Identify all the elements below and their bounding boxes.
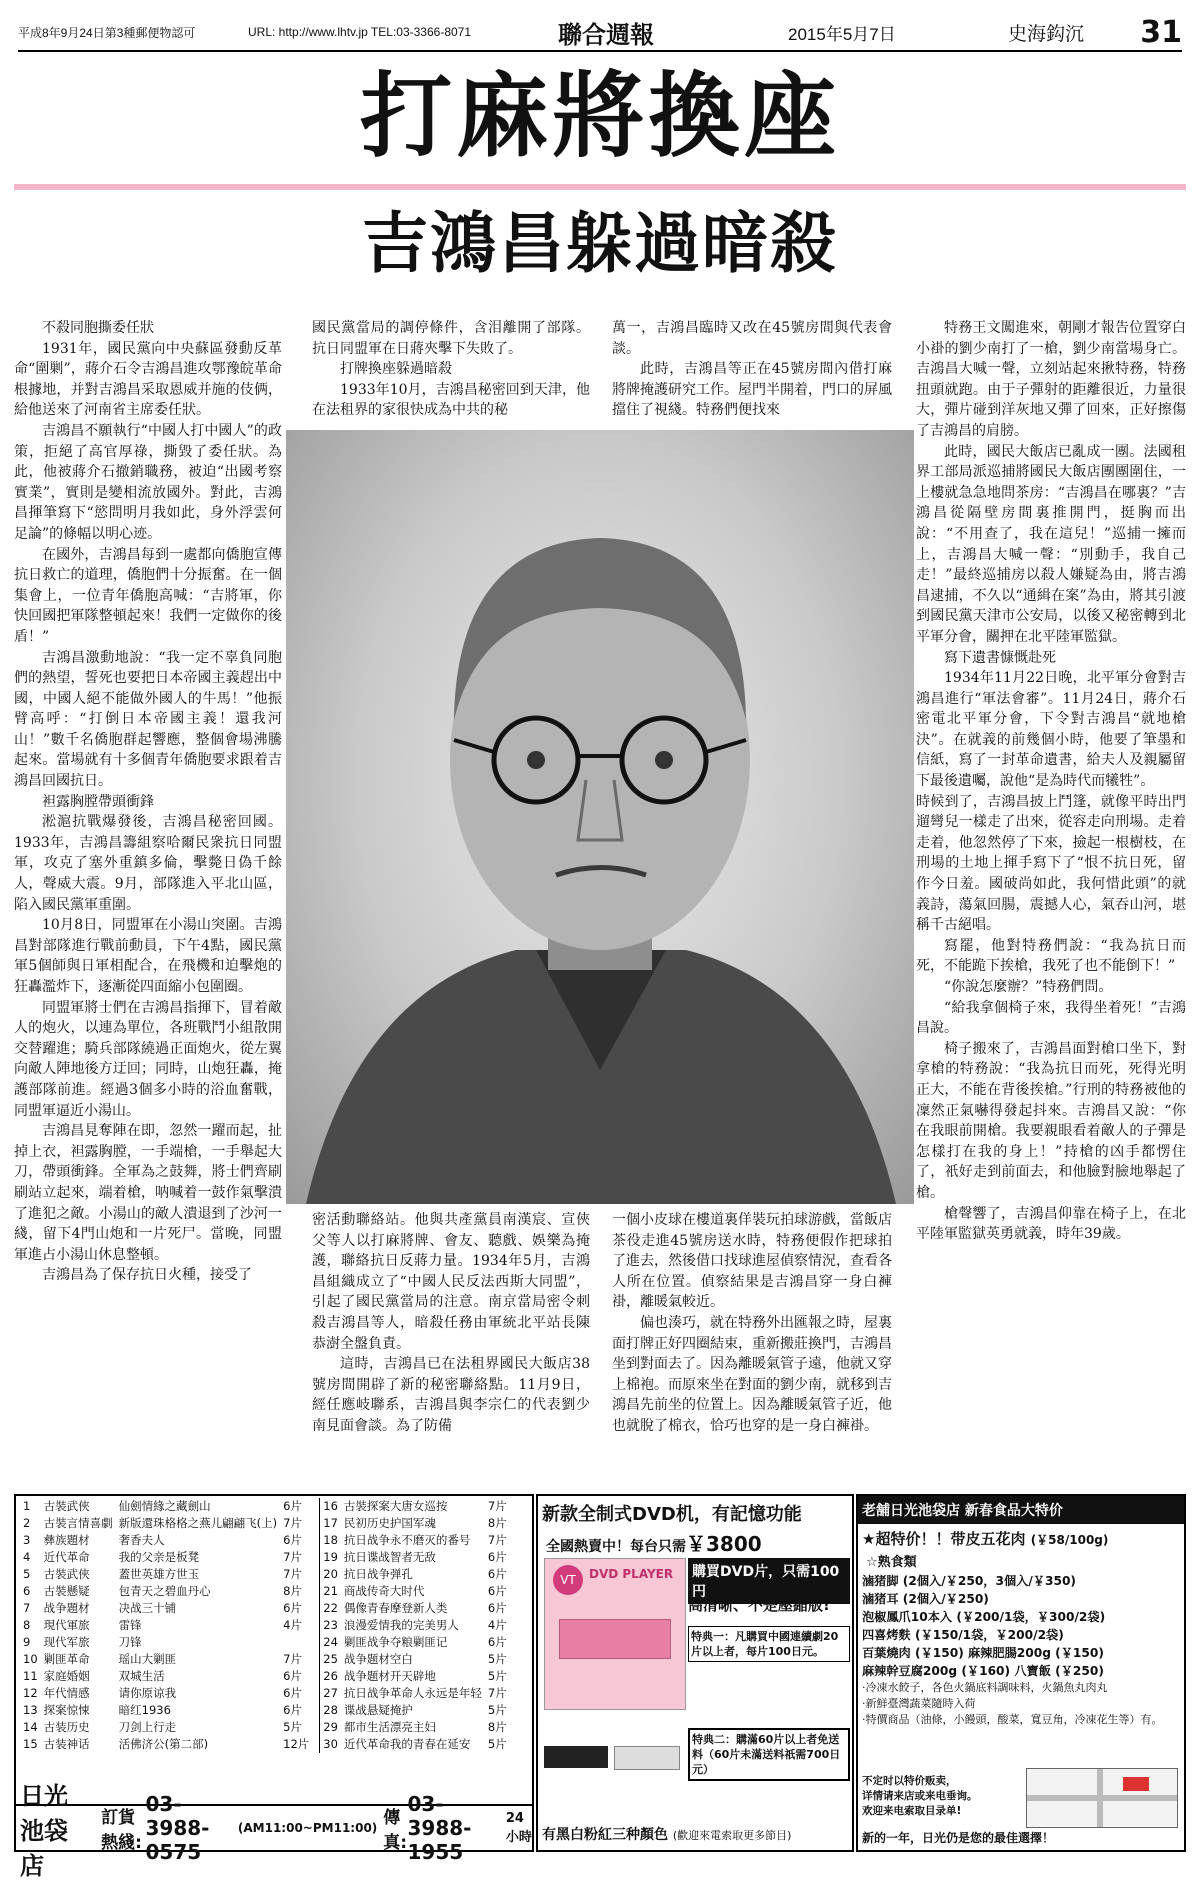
food-item: 滷猪脚 (2個入/￥250，3個入/￥350)	[862, 1574, 1077, 1588]
dvd-cell: 13	[23, 1703, 38, 1717]
food-item: 百葉燒肉 (￥150) 麻辣肥腸200g (￥150)	[862, 1646, 1104, 1660]
dvd-cell: 6片	[487, 1550, 507, 1564]
hotline-hours: (AM11:00~PM11:00)	[237, 1821, 378, 1835]
dvd-cell: 近代革命我的青春在延安	[343, 1737, 471, 1751]
dvd-cell: 1	[23, 1499, 31, 1513]
dvd-cell: 刀锋	[118, 1635, 142, 1649]
section-subheading: 寫下遺書慷慨赴死	[944, 649, 1056, 666]
dvd-cell: 探案惊悚	[43, 1703, 90, 1717]
dvd-quality-text: 高清晰、不是壓縮版!	[688, 1596, 830, 1614]
article-column-1	[14, 318, 282, 1286]
article-paragraph: 密活動聯絡站。他與共產黨員南漢宸、宣俠父等人以打麻將牌、會友、聽戲、娛樂為掩護，聯絡抗日反蔣力量。1934年5月，吉鴻昌組織成立了“中國人民反法西斯大同盟”，引起了國民黨當局的注意。南京當局密令刺殺吉鴻昌等人，暗殺任務由軍統北平站長陳恭澍全盤負責。	[312, 1212, 590, 1352]
article-paragraph: 寫罷，他對特務們說：“我為抗日而死，不能跪下挨槍，我死了也不能倒下！”	[916, 937, 1186, 975]
main-headline: 打麻將換座	[359, 63, 840, 170]
dvd-cell: 6片	[283, 1533, 302, 1547]
contact-url: URL: http://www.lhtv.jp TEL:03-3366-8071	[248, 25, 472, 39]
section-subheading: 打牌換座躲過暗殺	[340, 361, 452, 378]
dvd-title-table	[20, 1498, 510, 1753]
fax-hours: 24小時	[505, 1811, 532, 1845]
dvd-row	[20, 1651, 510, 1668]
food-note: ·新鮮臺灣蔬菜隨時入荷	[862, 1697, 976, 1710]
dvd-cell: 17	[320, 1515, 341, 1532]
dvd-cell: 现代军旅	[43, 1635, 90, 1649]
dvd-offer-one: 特典一：凡購買中國連續劇20片以上者，每片100日元。	[688, 1626, 850, 1662]
hotline-number: 03-3988-0575	[145, 1792, 210, 1864]
dvd-colors-note: (歡迎來電索取更多節目)	[672, 1829, 792, 1842]
dvd-cell: 14	[23, 1720, 38, 1734]
dvd-cell: 包青天之碧血丹心	[118, 1584, 211, 1598]
food-item: 四喜烤麩 (￥150/1袋，￥200/2袋)	[862, 1628, 1064, 1642]
article-paragraph: 吉鴻昌為了保存抗日火種，接受了	[42, 1267, 252, 1284]
store-contact-bar	[16, 1781, 532, 1880]
article-paragraph: 槍聲響了，吉鴻昌仰靠在椅子上，在北平陸軍監獄英勇就義，時年39歲。	[916, 1205, 1186, 1243]
dvd-cell: 近代革命	[43, 1550, 90, 1564]
dvd-cell: 5片	[283, 1720, 302, 1734]
article-paragraph: 1934年11月22日晚，北平軍分會對吉鴻昌進行“軍法會審”。11月24日，蔣介石密電北平軍分會，下令對吉鴻昌“就地槍決”。在就義的前幾個小時，他要了筆墨和信紙，寫了一封革命遺書，給夫人及親屬留下最後遺囑，說他“是為時代而犧牲”。	[916, 670, 1186, 790]
food-note: 不定时以特价贩卖，	[862, 1775, 957, 1787]
food-note: 欢迎来电索取目录单!	[862, 1805, 962, 1817]
dvd-row	[20, 1634, 510, 1651]
article-paragraph: 偏也湊巧，就在特務外出匯報之時，屋裏面打牌正好四圈結束，重新搬莊換門，吉鴻昌坐到對面去了。因為離暖氣管子遠，他就又穿上棉袍。而原來坐在對面的劉少南，就移到吉鴻昌先前坐的位置上。因為離暖氣管子近，他也就脫了棉衣，恰巧也穿的是一身白褲褂。	[612, 1314, 892, 1434]
dvd-cell: 6片	[283, 1601, 302, 1615]
dvd-cell: 家庭婚姻	[43, 1669, 90, 1683]
dvd-cell: 剿匪革命	[43, 1652, 90, 1666]
dvd-cell: 7片	[487, 1686, 507, 1700]
article-paragraph: 萬一，吉鴻昌臨時又改在45號房間與代表會談。	[612, 320, 892, 357]
dvd-cell: 剿匪战争夺粮剿匪记	[343, 1635, 448, 1649]
dvd-cell: 30	[320, 1736, 341, 1753]
article-column-4	[916, 318, 1186, 1245]
article-paragraph: 1931年，國民黨向中央蘇區發動反革命“圍剿”，蔣介石令吉鴻昌進攻鄂豫皖革命根據地，并對吉鴻昌采取恩威并施的伎俩，給他送來了河南省主席委任狀。	[14, 340, 282, 419]
dvd-cell: 6片	[487, 1567, 507, 1581]
article-paragraph: 一個小皮球在樓道裏佯裝玩拍球游戲，當飯店茶役走進45號房送水時，特務便假作把球拍了進去，然後借口找球進屋偵察情況，查看各人所在位置。偵察結果是吉鴻昌穿一身白褲褂，離暖氣較近。	[612, 1212, 892, 1311]
article-paragraph: 淞滬抗戰爆發後，吉鴻昌秘密回國。1933年，吉鴻昌籌組察哈爾民衆抗日同盟軍，攻克了塞外重鎮多倫，擊斃日偽千餘人，聲威大震。9月，部隊進入平北山區，陷入國民黨軍重圍。	[14, 814, 282, 913]
dvd-cell: 暗红1936	[118, 1703, 171, 1717]
page-number: 31	[1140, 14, 1182, 50]
dvd-cell: 商战传奇大时代	[343, 1584, 425, 1598]
hotline-label: 訂貨熱綫:	[101, 1808, 142, 1853]
issue-date: 2015年5月7日	[788, 24, 896, 44]
dvd-cell: 26	[320, 1668, 341, 1685]
dvd-cell: 6片	[487, 1635, 507, 1649]
dvd-cell: 古裝武俠	[43, 1567, 90, 1581]
portrait-photo	[286, 430, 914, 1204]
dvd-cell: 6片	[487, 1601, 507, 1615]
dvd-cell: 6片	[283, 1686, 302, 1700]
dvd-cell: 6片	[283, 1499, 302, 1513]
dvd-cell: 请你原谅我	[118, 1686, 177, 1700]
divider-bar	[14, 184, 1186, 190]
special-offer: ★超特价！！带皮五花肉	[862, 1530, 1026, 1548]
dvd-cell: 24	[320, 1634, 341, 1651]
dvd-cell: 10	[23, 1652, 38, 1666]
dvd-cell: 3	[23, 1533, 31, 1547]
dvd-cell: 刀剑上行走	[118, 1720, 177, 1734]
dvd-player-advertisement	[536, 1494, 854, 1852]
dvd-cell: 7片	[283, 1516, 302, 1530]
dvd-cell: 7片	[283, 1550, 302, 1564]
dvd-cell: 29	[320, 1719, 341, 1736]
dvd-row	[20, 1566, 510, 1583]
dvd-cell: 新版還珠格格之燕儿翩翩飞(上)	[118, 1516, 278, 1530]
food-note: 详情请来店或来电垂询。	[862, 1790, 978, 1802]
dvd-cell: 23	[320, 1617, 341, 1634]
article-paragraph: 此時，吉鴻昌等正在45號房間內借打麻將牌掩護研究工作。屋門半開着，門口的屏風擋住了視綫。特務們便找來	[612, 361, 892, 419]
dvd-cell: 6片	[283, 1669, 302, 1683]
dvd-cell: 5片	[487, 1737, 507, 1751]
dvd-cell: 22	[320, 1600, 341, 1617]
section-name: 史海鈎沉	[1008, 22, 1085, 45]
dvd-cell: 21	[320, 1583, 341, 1600]
dvd-cell: 古装神话	[43, 1737, 90, 1751]
dvd-cell: 仙劍情緣之藏劍山	[118, 1499, 211, 1513]
store-name: 日光池袋店	[20, 1781, 68, 1880]
special-offer-line	[858, 1524, 1184, 1549]
dvd-cell: 8片	[487, 1720, 507, 1734]
dvd-cell: 偶像青春摩登新人类	[343, 1601, 448, 1615]
dvd-cell: 活佛济公(第二部)	[118, 1737, 209, 1751]
special-price: (￥58/100g)	[1030, 1533, 1109, 1547]
dvd-cell: 19	[320, 1549, 341, 1566]
dvd-cell: 古裝言情喜劇	[43, 1516, 113, 1530]
dvd-cell: 6片	[283, 1703, 302, 1717]
dvd-cell: 5片	[487, 1703, 507, 1717]
dvd-cell: 現代軍旅	[43, 1618, 90, 1632]
dvd-cell: 抗日战争革命人永远是年轻	[343, 1686, 482, 1700]
dvd-cell: 抗日谍战智者无敌	[343, 1550, 436, 1564]
dvd-cell: 彝族題材	[43, 1533, 90, 1547]
dvd-cell: 7片	[283, 1567, 302, 1581]
dvd-cell: 7片	[487, 1533, 507, 1547]
dvd-cell: 16	[320, 1498, 341, 1515]
dvd-cell: 4	[23, 1550, 31, 1564]
article-paragraph: 1933年10月，吉鴻昌秘密回到天津，他在法租界的家很快成為中共的秘	[312, 381, 590, 419]
fax-number: 03-3988-1955	[407, 1792, 472, 1864]
dvd-offer-two: 特典二：購滿60片以上者免送料（60片未滿送料祇需700日元）	[688, 1728, 850, 1781]
dvd-cell: 谍战悬疑掩护	[343, 1703, 413, 1717]
dvd-cell: 双城生活	[118, 1669, 165, 1683]
food-sale-advertisement	[856, 1494, 1186, 1852]
dvd-cell: 抗日战争永不磨灭的番号	[343, 1533, 471, 1547]
dvd-row	[20, 1515, 510, 1532]
product-label: DVD PLAYER	[589, 1567, 674, 1581]
dvd-cell: 25	[320, 1651, 341, 1668]
food-item-list	[858, 1572, 1184, 1680]
section-subheading: 袒露胸膛帶頭衝鋒	[42, 793, 154, 810]
dvd-cell: 4片	[283, 1618, 302, 1632]
dvd-cell: 古装历史	[43, 1720, 90, 1734]
dvd-cell: 8片	[487, 1516, 507, 1530]
food-item: 滷猪耳 (2個入/￥250)	[862, 1592, 989, 1606]
dvd-units-image	[544, 1728, 684, 1788]
dvd-cell: 瑶山大剿匪	[118, 1652, 177, 1666]
dvd-cell: 战争题材空白	[343, 1652, 413, 1666]
dvd-cell: 战争题材开天辟地	[343, 1669, 436, 1683]
dvd-cell: 古裝懸疑	[43, 1584, 90, 1598]
dvd-cell: 古裝武俠	[43, 1499, 90, 1513]
dvd-cell: 都市生活漂亮主妇	[343, 1720, 436, 1734]
dvd-row	[20, 1668, 510, 1685]
article-column-3-top	[612, 318, 892, 421]
article-paragraph: “給我拿個椅子來，我得坐着死！”吉鴻昌說。	[916, 999, 1186, 1037]
food-ad-title: 老舗日光池袋店 新春食品大特价	[858, 1496, 1184, 1524]
article-column-2-bottom	[312, 1210, 590, 1437]
dvd-player-image	[544, 1558, 686, 1710]
dvd-cell: 年代情感	[43, 1686, 90, 1700]
dvd-cell: 雷锋	[118, 1618, 142, 1632]
food-slogan: 新的一年，日光仍是您的最佳選擇！	[862, 1831, 1055, 1845]
article-column-3-bottom	[612, 1210, 892, 1437]
dvd-row	[20, 1549, 510, 1566]
dvd-row	[20, 1719, 510, 1736]
dvd-cell: 6片	[487, 1584, 507, 1598]
dvd-cell: 28	[320, 1702, 341, 1719]
dvd-cell: 8	[23, 1618, 31, 1632]
dvd-cell: 2	[23, 1516, 31, 1530]
dvd-buy-badge: 購買DVD片，只需100円	[688, 1558, 850, 1604]
dvd-cell: 12片	[283, 1737, 310, 1751]
dvd-cell: 9	[23, 1635, 31, 1649]
dvd-cell: 古裝探案大唐女巡按	[343, 1499, 448, 1513]
dvd-row	[20, 1617, 510, 1634]
dvd-row	[20, 1498, 510, 1515]
cooked-food-label: ☆熟食類	[866, 1555, 917, 1570]
article-paragraph: “你說怎麼辦？”特務們問。	[944, 979, 1113, 995]
article-paragraph: 此時，國民大飯店已亂成一團。法國租界工部局派巡捕將國民大飯店團團圍住，一上樓就急急地問茶房：“吉鴻昌在哪裏？”吉鴻昌從隔壁房間裏推開門，挺胸而出說：“不用查了，我在這兒！”巡捕一擁而上，吉鴻昌大喊一聲：“別動手，我自己走！”最終巡捕房以殺人嫌疑為由，將吉鴻昌逮捕，不久以“通緝在案”為由，將其引渡到國民黨天津市公安局，以後又秘密轉到北平軍分會，關押在北平陸軍監獄。	[916, 443, 1186, 645]
sub-headline: 吉鴻昌躲過暗殺	[362, 204, 838, 282]
article-column-2-top	[312, 318, 590, 421]
dvd-cell: 5	[23, 1567, 31, 1581]
article-paragraph: 時候到了，吉鴻昌披上鬥篷，就像平時出門遛彎兒一樣走了出來，從容走向刑場。走着走着，他忽然停了下來，撿起一根樹枝，在刑場的土地上揮手寫下了“恨不抗日死，留作今日羞。國破尚如此，我何惜此頭”的就義詩，蕩氣回腸，震撼人心，氣吞山河，堪稱千古絕唱。	[916, 793, 1186, 934]
article-paragraph: 吉鴻昌激動地說：“我一定不辜負同胞們的熱望，誓死也要把日本帝國主義趕出中國，中國人絕不能做外國人的牛馬！”他振臂高呼：“打倒日本帝國主義！還我河山！”數千名僑胞群起響應，整個會場沸騰起來。當場就有十多個青年僑胞要求跟着吉鴻昌回國抗日。	[14, 649, 282, 790]
dvd-cell: 抗日战争弹孔	[343, 1567, 413, 1581]
dvd-colors: 有黑白粉紅三种顏色	[542, 1827, 668, 1843]
player-device-shape	[559, 1619, 671, 1659]
vt-logo-icon: VT	[553, 1565, 583, 1595]
dvd-list-advertisement	[14, 1494, 534, 1880]
food-item: 麻辣幹豆腐200g (￥160) 八寶飯 (￥250)	[862, 1664, 1104, 1678]
dvd-cell: 20	[320, 1566, 341, 1583]
dvd-cell: 民初历史护国军魂	[343, 1516, 436, 1530]
article-paragraph: 椅子搬來了，吉鴻昌面對槍口坐下，對拿槍的特務說：“我為抗日而死，死得光明正大，不能在背後挨槍。”行刑的特務被他的凜然正氣嚇得發起抖來。吉鴻昌又說：“你在我眼前開槍。我要親眼看着敵人的子彈是怎樣打在我的身上！”持槍的凶手都愣住了，衹好走到前面去，和他臉對臉地舉起了槍。	[916, 1040, 1186, 1201]
fax-label: 傳真:	[383, 1808, 408, 1853]
food-small-print	[862, 1774, 1022, 1819]
hot-sale-text: 全國熱賣中！每台只需	[546, 1539, 686, 1555]
registration-notice: 平成8年9月24日第3種郵便物認可	[18, 25, 196, 40]
dvd-cell: 15	[23, 1737, 38, 1751]
food-notes	[858, 1680, 1184, 1728]
dvd-cell: 18	[320, 1532, 341, 1549]
article-paragraph: 10月8日，同盟軍在小湯山突圍。吉鴻昌對部隊進行戰前動員，下午4點，國民黨軍5個師與日軍相配合，在飛機和迫擊炮的狂轟濫炸下，逐漸從四面縮小包圍圈。	[14, 917, 282, 995]
dvd-cell: 7	[23, 1601, 31, 1615]
dvd-row	[20, 1736, 510, 1753]
article-paragraph: 這時，吉鴻昌已在法租界國民大飯店38號房間開辟了新的秘密聯絡點。11月9日，經任應岐聯系，吉鴻昌與李宗仁的代表劉少南見面會談。為了防備	[312, 1356, 590, 1434]
page-header	[18, 14, 1182, 52]
dvd-cell: 浪漫爱情我的完美男人	[343, 1618, 459, 1632]
food-note: ·特價商品（油條，小饅頭，酸菜，寬豆角，冷凍花生等）有。	[862, 1713, 1163, 1726]
dvd-cell: 奢香夫人	[118, 1533, 165, 1547]
dvd-cell: 11	[23, 1669, 38, 1683]
dvd-cell: 我的父亲是板凳	[118, 1550, 200, 1564]
dvd-cell: 决战三十铺	[118, 1601, 177, 1615]
dvd-row	[20, 1583, 510, 1600]
dvd-price: ￥3800	[686, 1532, 762, 1556]
dvd-cell: 4片	[487, 1618, 507, 1632]
dvd-row	[20, 1600, 510, 1617]
article-paragraph: 在國外，吉鴻昌每到一處都向僑胞宣傳抗日救亡的道理，僑胞們十分振奮。在一個集會上，一位青年僑胞高喊：“吉將軍，你快回國把軍隊整頓起來！我們一定做你的後盾！”	[14, 546, 282, 645]
article-paragraph: 吉鴻昌見奪陣在即，忽然一躍而起，扯掉上衣，袒露胸膛，一手端槍，一手舉起大刀，帶頭衝鋒。全軍為之鼓舞，將士們齊刷刷站立起來，端着槍，呐喊着一鼓作氣擊潰了進犯之敵。小湯山的敵人潰退到了沙河一綫，留下4門山炮和一片死尸。當晚，同盟軍進占小湯山休息整頓。	[14, 1123, 282, 1263]
dvd-row	[20, 1702, 510, 1719]
dvd-cell: 战争題材	[43, 1601, 90, 1615]
dvd-cell: 5片	[487, 1652, 507, 1666]
dvd-cell: 6	[23, 1584, 31, 1598]
article-paragraph: 吉鴻昌不願執行“中國人打中國人”的政策，拒絕了高官厚祿，撕毀了委任狀。為此，他被蔣介石撤銷職務，被迫“出國考察實業”，實則是變相流放國外。對此，吉鴻昌揮筆寫下“慾問明月我如此，身外浮雲何足論”的條幅以明心迹。	[14, 422, 282, 542]
dvd-ad-title: 新款全制式DVD机，有記憶功能	[542, 1504, 802, 1525]
food-note: ·冷凍水餃子，各色火鍋底料調味料，火鍋魚丸肉丸	[862, 1681, 1108, 1694]
dvd-cell: 7片	[487, 1499, 507, 1513]
dvd-cell: 8片	[283, 1584, 302, 1598]
newspaper-name: 聯合週報	[558, 20, 654, 49]
dvd-cell: 12	[23, 1686, 38, 1700]
dvd-cell: 蓋世英雄方世玉	[118, 1567, 200, 1581]
dvd-row	[20, 1685, 510, 1702]
dvd-cell: 5片	[487, 1669, 507, 1683]
food-item: 泡椒鳳爪10本入 (￥200/1袋，￥300/2袋)	[862, 1610, 1106, 1624]
article-paragraph: 同盟軍將士們在吉鴻昌指揮下，冒着敵人的炮火，以連為單位，各班戰鬥小組散開交替躍進；騎兵部隊繞過正面炮火，從左翼向敵人陣地後方迂回；同時，山炮狂轟，掩護部隊前進。經過3個多小時的浴血奮戰，同盟軍逼近小湯山。	[14, 999, 282, 1119]
section-subheading: 不殺同胞撕委任狀	[42, 320, 154, 336]
dvd-cell: 27	[320, 1685, 341, 1702]
dvd-ad-price-line	[538, 1526, 852, 1559]
dvd-cell	[280, 1634, 320, 1651]
dvd-cell: 7片	[283, 1652, 302, 1666]
store-map	[1026, 1768, 1178, 1828]
dvd-row	[20, 1532, 510, 1549]
article-paragraph: 特務王文闖進來，朝剛才報告位置穿白小褂的劉少南打了一槍，劉少南當場身亡。吉鴻昌大喊一聲，立刻站起來揪特務，特務扭頭就跑。由于子彈射的距離很近，力量很大，彈片碰到洋灰地又彈了回來，正好擦傷了吉鴻昌的肩膀。	[916, 320, 1186, 439]
dvd-colors-line	[542, 1824, 791, 1844]
article-paragraph: 國民黨當局的調停條件，含泪離開了部隊。抗日同盟軍在日蔣夾擊下失敗了。	[312, 320, 590, 357]
